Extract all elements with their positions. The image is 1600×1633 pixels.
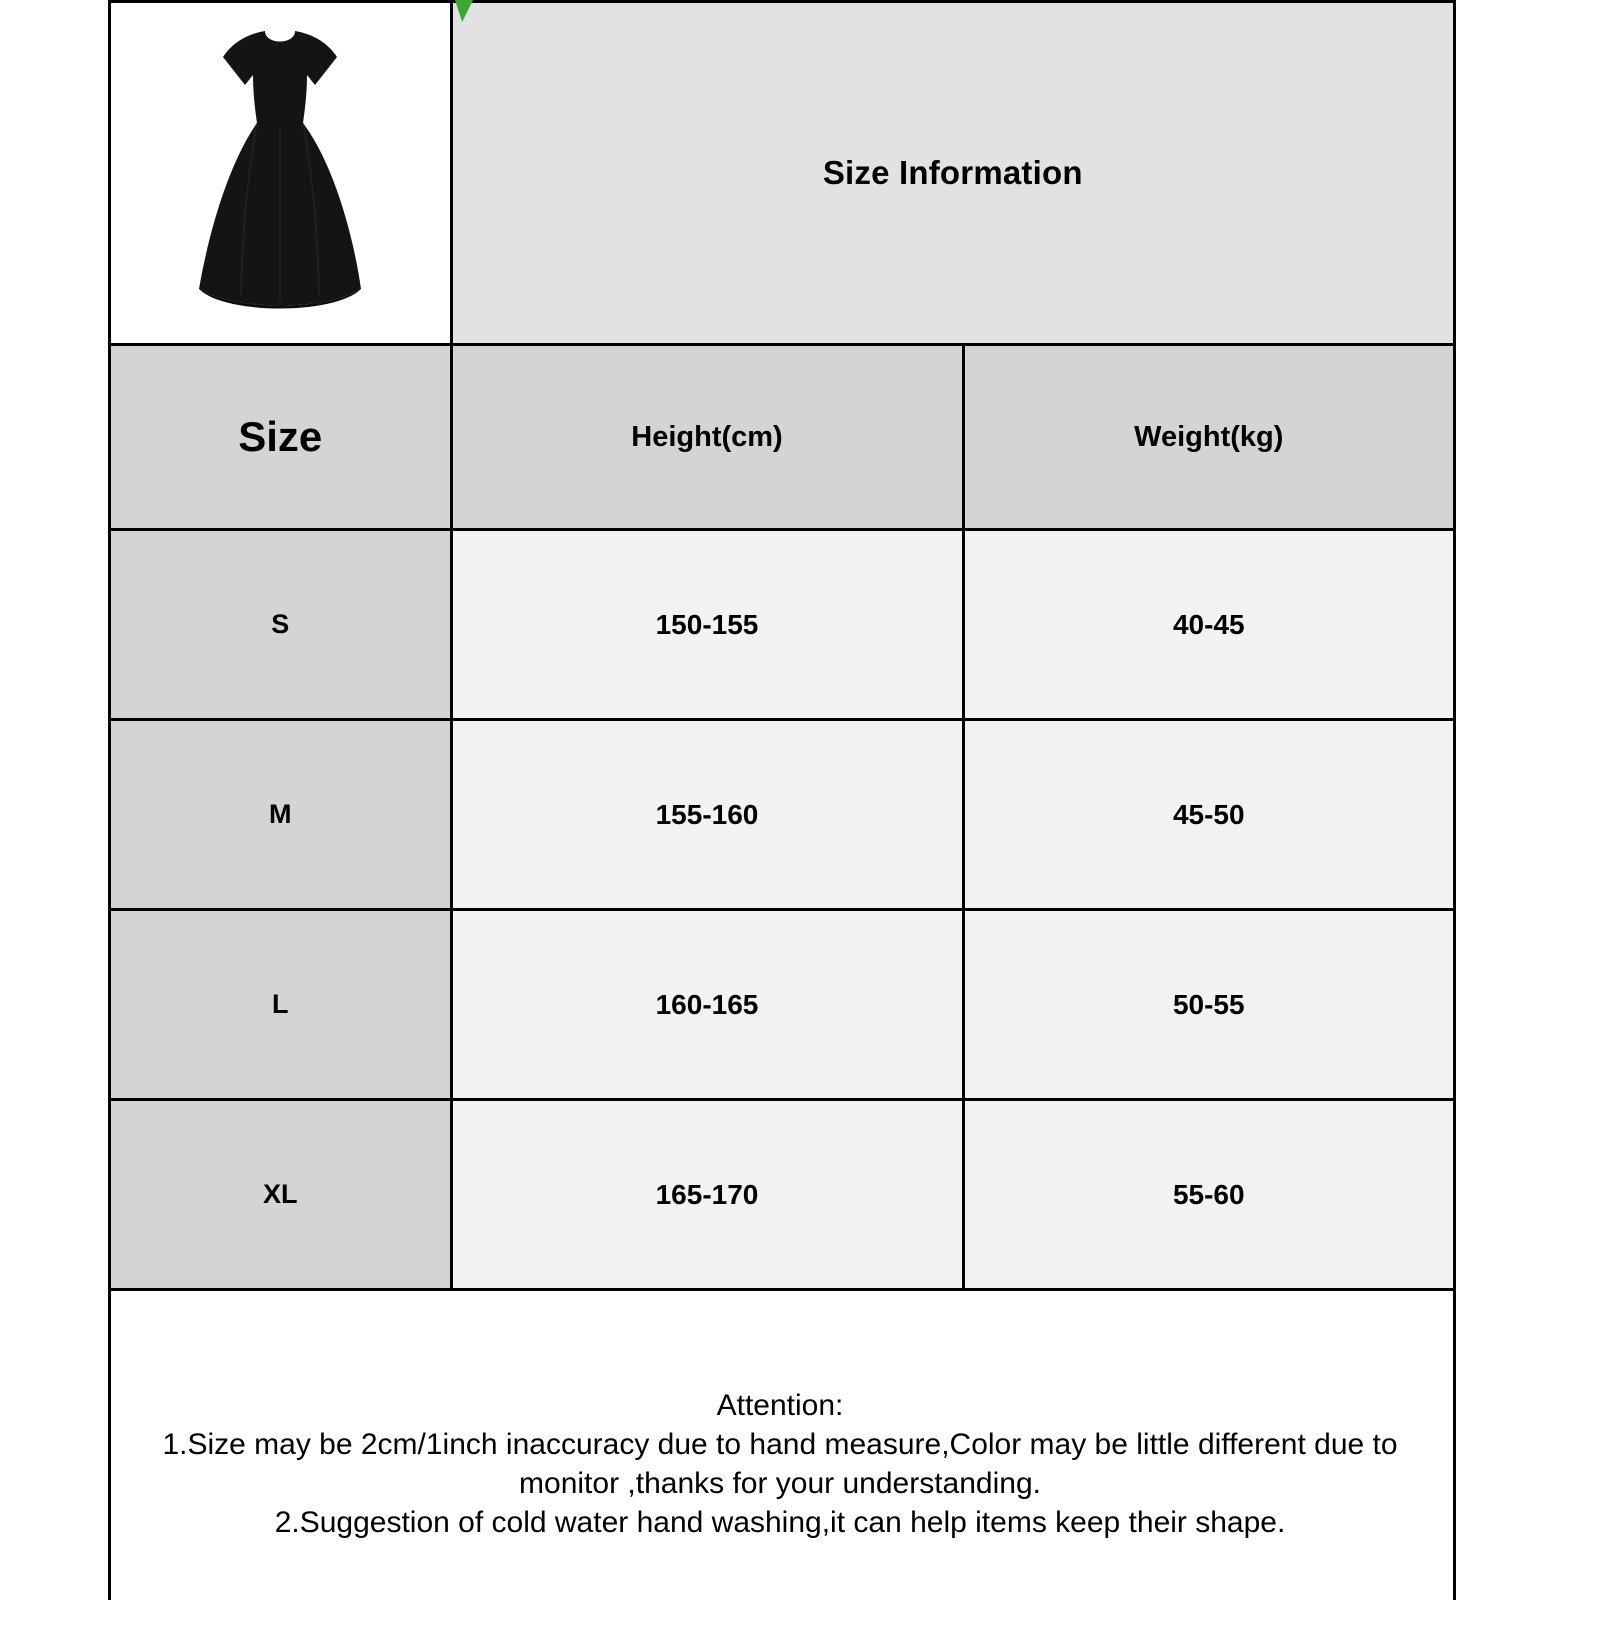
cell-size: M — [111, 720, 451, 910]
dress-illustration — [111, 3, 450, 343]
table-row — [111, 720, 1453, 910]
cell-weight: 55-60 — [963, 1100, 1453, 1290]
size-information-table — [111, 0, 1453, 1633]
page-title: Size Information — [822, 154, 1083, 191]
cell-height: 155-160 — [451, 720, 963, 910]
cell-size: L — [111, 910, 451, 1100]
cell-weight: 40-45 — [963, 530, 1453, 720]
cell-weight: 45-50 — [963, 720, 1453, 910]
table-row — [111, 1100, 1453, 1290]
table-row — [111, 530, 1453, 720]
column-header-height: Height(cm) — [451, 345, 963, 530]
cell-weight: 50-55 — [963, 910, 1453, 1100]
cell-size: XL — [111, 1100, 451, 1290]
column-header-size: Size — [111, 345, 451, 530]
table-header-row — [111, 2, 1453, 345]
cell-size: S — [111, 530, 451, 720]
attention-note-1: 1.Size may be 2cm/1inch inaccuracy due to hand measure,Color may be little different due to monitor ,thanks for your understanding. — [162, 1427, 1398, 1500]
cell-height: 160-165 — [451, 910, 963, 1100]
attention-note-2: 2.Suggestion of cold water hand washing,it can help items keep their shape. — [274, 1505, 1286, 1539]
size-chart-container — [108, 0, 1456, 1600]
cell-height: 150-155 — [451, 530, 963, 720]
attention-row — [111, 1290, 1453, 1633]
cell-height: 165-170 — [451, 1100, 963, 1290]
column-header-row — [111, 345, 1453, 530]
chart-title-cell — [451, 2, 1453, 345]
product-image-cell — [111, 2, 451, 345]
column-header-weight: Weight(kg) — [963, 345, 1453, 530]
attention-cell — [111, 1290, 1453, 1633]
attention-heading: Attention: — [716, 1388, 844, 1422]
dress-icon — [165, 23, 395, 323]
table-row — [111, 910, 1453, 1100]
